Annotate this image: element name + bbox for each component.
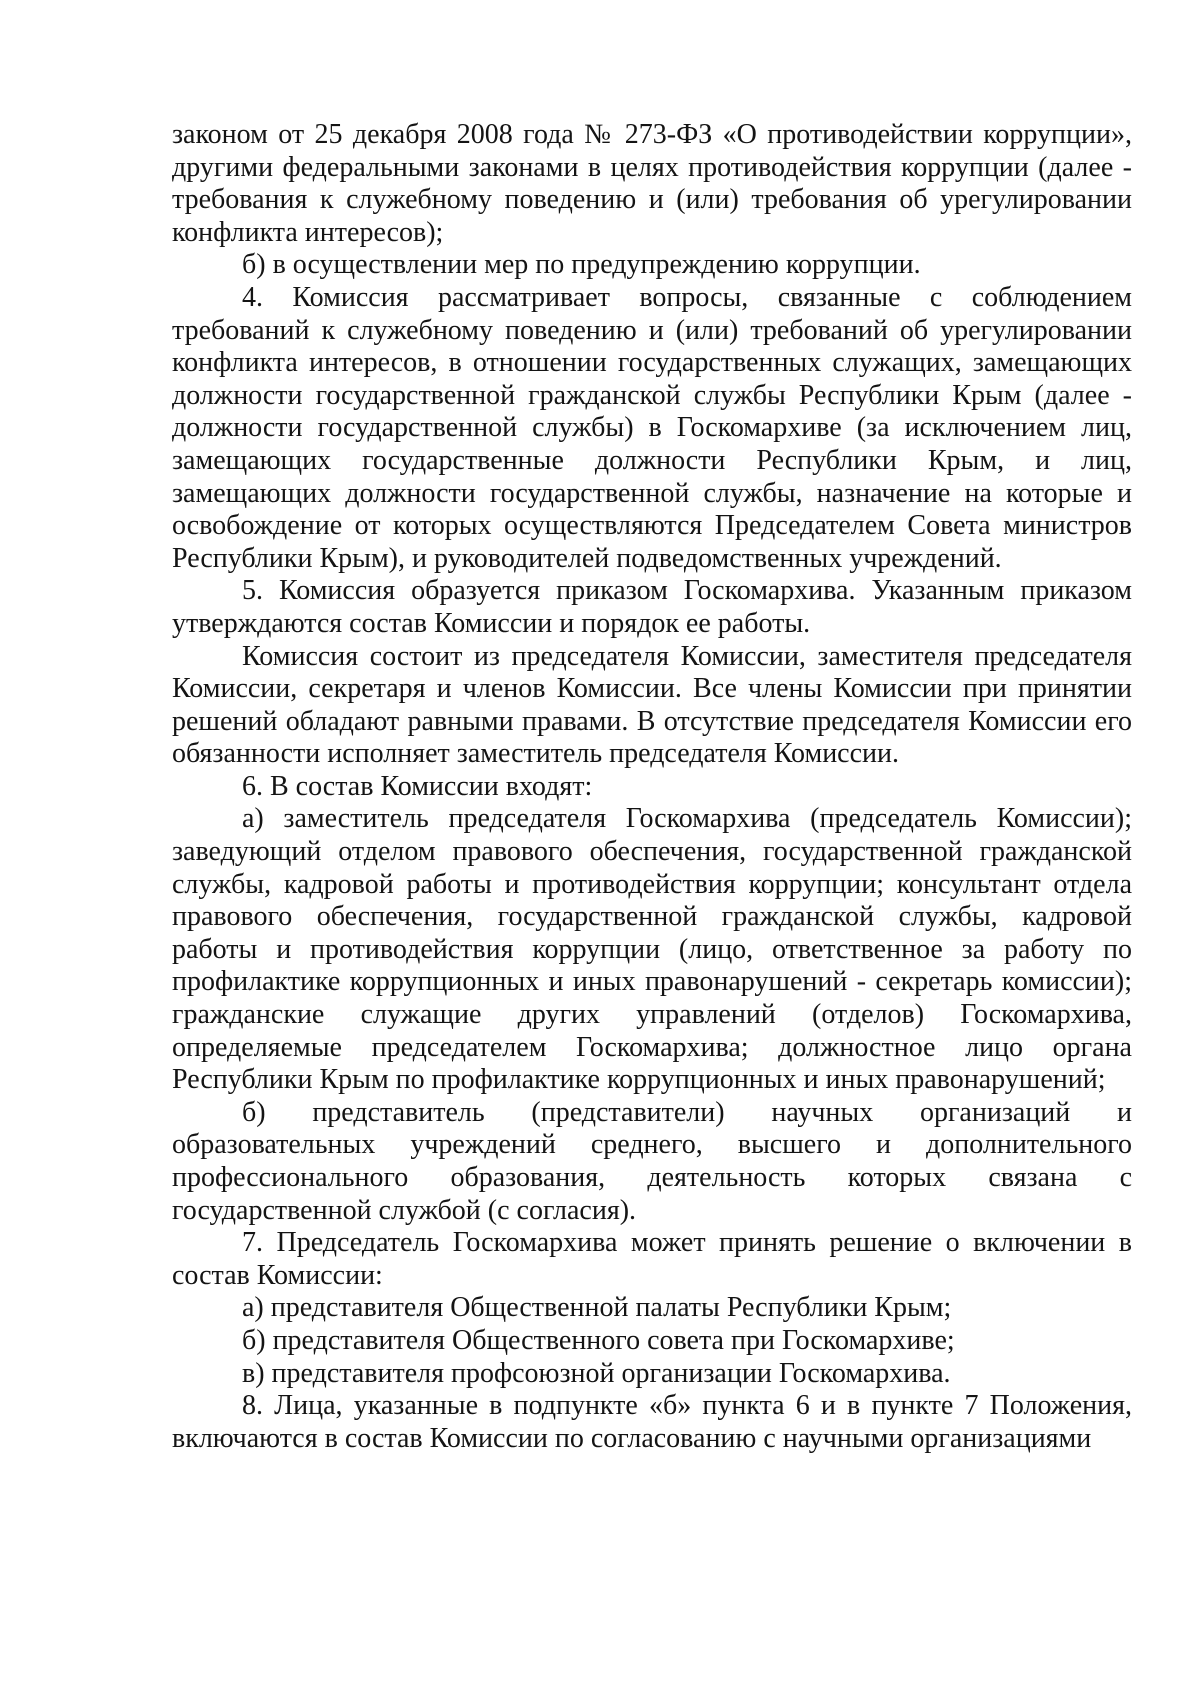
paragraph-item-5: 5. Комиссия образуется приказом Госкомархива. Указанным приказом утверждаются состав Комиссии и порядок ее работы.: [172, 575, 1132, 639]
paragraph-item-6: 6. В состав Комиссии входят:: [242, 770, 593, 802]
paragraph-item-6a: а) заместитель председателя Госкомархива (председатель Комиссии); заведующий отделом правового обеспечения, государственной гражданской службы, кадровой работы и противодействия коррупции; консультант отдела правового обеспечения, государственной гражданской службы, кадровой работы и противодействия коррупции (лицо, ответственное за работу по профилактике коррупционных и иных правонарушений - секретарь комиссии); гражданские служащие других управлений (отделов) Госкомархива, определяемые председателем Госкомархива; должностное лицо органа Республики Крым по профилактике коррупционных и иных правонарушений;: [172, 803, 1132, 1096]
paragraph-item-6b: б) представитель (представители) научных организаций и образовательных учреждений среднего, высшего и дополнительного профессионального образования, деятельность которых связана с государственной службой (с согласия).: [172, 1096, 1132, 1226]
paragraph-item-7c: в) представителя профсоюзной организации Госкомархива.: [242, 1357, 951, 1389]
paragraph-item-7b: б) представителя Общественного совета при Госкомархиве;: [242, 1324, 955, 1356]
paragraph-item-4: 4. Комиссия рассматривает вопросы, связанные с соблюдением требований к служебному поведению и (или) требований об урегулировании конфликта интересов, в отношении государственных служащих, замещающих должности государственной гражданской службы Республики Крым (далее - должности государственной службы) в Госкомархиве (за исключением лиц, замещающих государственные должности Республики Крым, и лиц, замещающих должности государственной службы, назначение на которые и освобождение от которых осуществляются Председателем Совета министров Республики Крым), и руководителей подведомственных учреждений.: [172, 281, 1132, 574]
paragraph-item-8: 8. Лица, указанные в подпункте «б» пункта 6 и в пункте 7 Положения, включаются в состав Комиссии по согласованию с научными организациями: [172, 1390, 1132, 1454]
paragraph-commission-composition: Комиссия состоит из председателя Комиссии, заместителя председателя Комиссии, секретаря и членов Комиссии. Все члены Комиссии при принятии решений обладают равными правами. В отсутствие председателя Комиссии его обязанности исполняет заместитель председателя Комиссии.: [172, 640, 1132, 770]
paragraph-subitem-b: б) в осуществлении мер по предупреждению коррупции.: [242, 249, 921, 281]
paragraph-continuation: законом от 25 декабря 2008 года № 273-ФЗ «О противодействии коррупции», другими федеральными законами в целях противодействия коррупции (далее - требования к служебному поведению и (или) требования об урегулировании конфликта интересов);: [172, 119, 1132, 248]
paragraph-item-7a: а) представителя Общественной палаты Республики Крым;: [242, 1292, 952, 1324]
paragraph-item-7: 7. Председатель Госкомархива может принять решение о включении в состав Комиссии:: [172, 1227, 1132, 1291]
document-body: [172, 119, 1132, 1455]
